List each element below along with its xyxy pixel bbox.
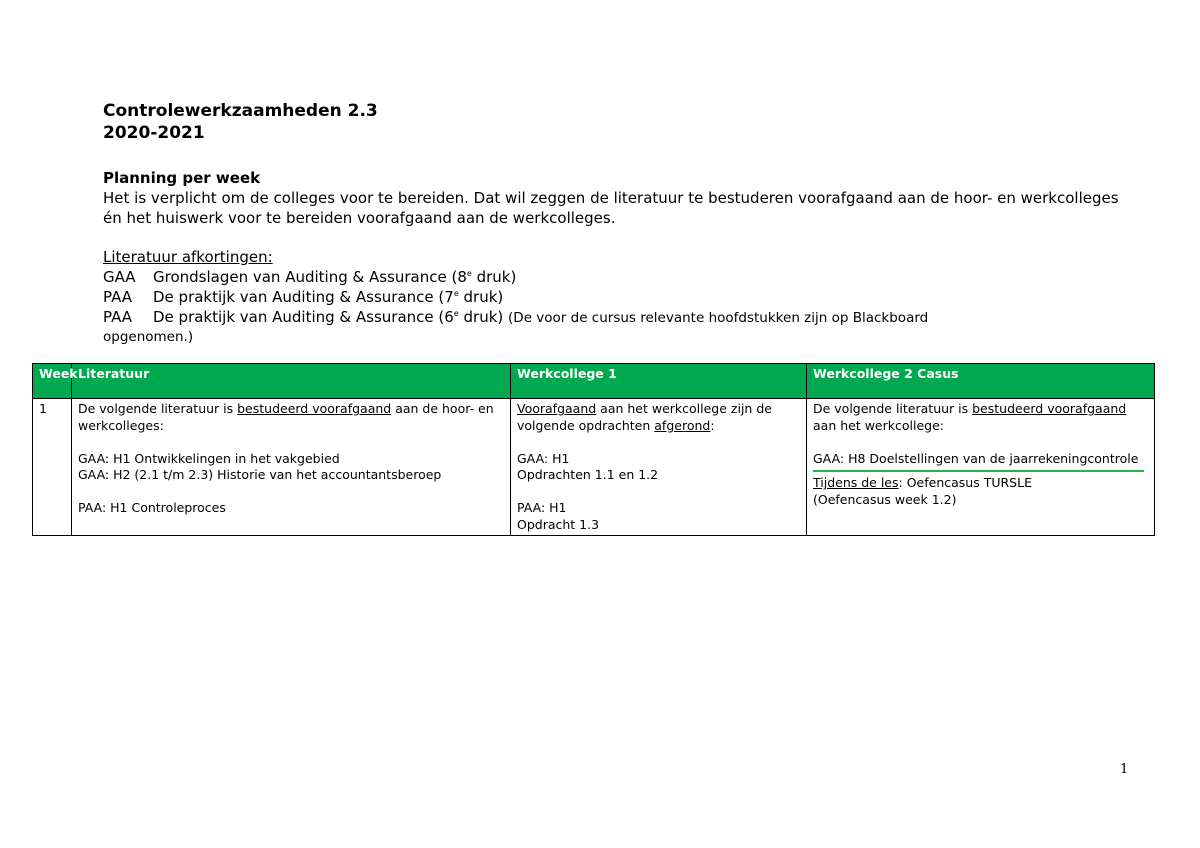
table-header-row <box>33 364 1155 399</box>
literatuur-cell <box>72 399 511 536</box>
wc2-intro-text: De volgende literatuur is <box>813 401 973 416</box>
werkcollege-1-item: GAA: H1 <box>517 450 570 466</box>
superscript: e <box>466 269 472 278</box>
abbreviation-row <box>103 267 1163 287</box>
werkcollege-2-item: (Oefencasus week 1.2) <box>813 491 957 507</box>
annotation-line <box>813 470 1144 472</box>
werkcollege-1-cell <box>511 399 807 536</box>
planning-heading: Planning per week <box>103 169 261 187</box>
literatuur-item: GAA: H1 Ontwikkelingen in het vakgebied <box>78 450 340 466</box>
literatuur-intro-underlined: bestudeerd voorafgaand <box>237 401 392 416</box>
werkcollege-2-intro <box>813 401 1148 434</box>
superscript: e <box>453 289 459 298</box>
header-werkcollege-2-casus: Werkcollege 2 Casus <box>807 364 1155 399</box>
week-cell: 1 <box>33 399 72 536</box>
planning-table <box>32 363 1155 536</box>
wc2-item-underlined: Tijdens de les <box>813 475 899 490</box>
abbreviation-row <box>103 307 1163 328</box>
literatuur-item: GAA: H2 (2.1 t/m 2.3) Historie van het accountantsberoep <box>78 467 442 482</box>
abbreviation-text-end: druk) <box>471 268 517 286</box>
superscript: e <box>453 309 459 318</box>
abbreviation-text: De praktijk van Auditing & Assurance (7 <box>153 288 454 306</box>
abbreviations-title: Literatuur afkortingen: <box>103 248 273 266</box>
abbreviation-text-end: druk) <box>458 288 504 306</box>
header-week: Week <box>33 364 72 399</box>
page-number: 1 <box>1120 762 1129 777</box>
wc2-item-text: : Oefencasus TURSLE <box>898 475 1032 490</box>
literatuur-item: PAA: H1 Controleproces <box>78 500 226 515</box>
werkcollege-2-item: GAA: H8 Doelstellingen van de jaarrekeningcontrole <box>813 450 1139 466</box>
literatuur-intro-text-end: aan de hoor- en werkcolleges: <box>78 401 494 433</box>
header-werkcollege-1: Werkcollege 1 <box>511 364 807 399</box>
abbreviation-code: PAA <box>103 308 133 326</box>
literatuur-intro-text: De volgende literatuur is <box>78 401 238 416</box>
page-content <box>103 100 1163 346</box>
abbreviation-text: Grondslagen van Auditing & Assurance (8 <box>153 268 467 286</box>
werkcollege-1-intro <box>517 401 800 434</box>
abbreviation-row <box>103 287 1163 307</box>
wc1-intro-text-end: : <box>710 417 715 433</box>
werkcollege-2-item <box>813 475 1148 492</box>
werkcollege-1-item: PAA: H1 <box>517 500 567 515</box>
wc2-intro-text-end: aan het werkcollege: <box>813 417 944 433</box>
document-title: Controlewerkzaamheden 2.3 <box>103 101 378 121</box>
table-row <box>33 399 1155 536</box>
werkcollege-2-cell <box>807 399 1155 536</box>
document-year: 2020-2021 <box>103 123 205 143</box>
intro-paragraph: Het is verplicht om de colleges voor te bereiden. Dat wil zeggen de literatuur te bestuderen voorafgaand aan de hoor- en werkcolleges én het huiswerk voor te bereiden voorafgaand aan de werkcolleges. <box>103 189 1119 227</box>
header-literatuur: Literatuur <box>72 364 511 399</box>
werkcollege-1-item: Opdrachten 1.1 en 1.2 <box>517 467 659 482</box>
wc1-intro-underlined-2: afgerond <box>654 417 711 433</box>
wc1-intro-underlined: Voorafgaand <box>517 401 597 416</box>
wc2-intro-underlined: bestudeerd voorafgaand <box>972 401 1127 416</box>
abbreviation-note-continued: opgenomen.) <box>103 329 194 345</box>
abbreviation-note: (De voor de cursus relevante hoofdstukken zijn op Blackboard <box>508 310 929 326</box>
abbreviation-code: PAA <box>103 288 133 306</box>
abbreviation-text: De praktijk van Auditing & Assurance (6 <box>153 308 454 326</box>
literatuur-intro <box>78 401 504 434</box>
wc1-intro-text: aan het werkcollege zijn de volgende opdrachten <box>517 401 772 433</box>
abbreviation-text-end: druk) <box>458 308 504 326</box>
werkcollege-1-item: Opdracht 1.3 <box>517 516 600 532</box>
abbreviation-code: GAA <box>103 268 136 286</box>
